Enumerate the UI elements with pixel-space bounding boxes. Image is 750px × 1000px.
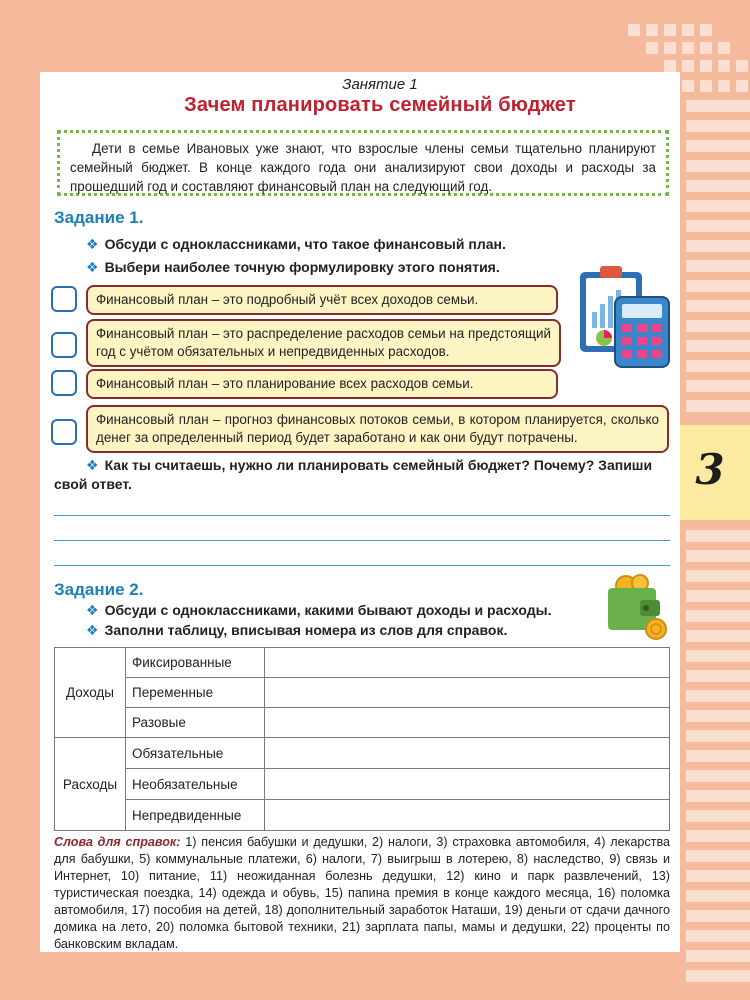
- option-checkbox[interactable]: [51, 332, 77, 358]
- diamond-bullet-icon: ❖: [86, 259, 99, 275]
- income-expense-table: [54, 647, 670, 831]
- diamond-bullet-icon: ❖: [86, 602, 99, 618]
- row-label-cell: Необязательные: [126, 769, 265, 800]
- option-1: Финансовый план – это подробный учёт всех доходов семьи.: [86, 285, 558, 315]
- task1-bullet: ❖ Обсуди с одноклассниками, что такое финансовый план.: [86, 236, 506, 252]
- page-tab-number: 3: [695, 445, 725, 494]
- intro-text: Дети в семье Ивановых уже знают, что взрослые члены семьи тщательно планируют семейный бюджет. В конце каждого года они анализируют свои доходы и расходы за прошедший год и составляют финансовый план на следующий год.: [70, 141, 656, 194]
- task1-bullet: ❖ Выбери наиболее точную формулировку этого понятия.: [86, 259, 500, 275]
- option-checkbox[interactable]: [51, 419, 77, 445]
- option-4: Финансовый план – прогноз финансовых потоков семьи, в котором планируется, сколько денег за определенный период будет заработано и как они будут потрачены.: [86, 405, 669, 453]
- option-checkbox[interactable]: [51, 286, 77, 312]
- answer-cell[interactable]: [265, 738, 670, 769]
- lesson-title: Зачем планировать семейный бюджет: [184, 94, 576, 116]
- group-cell: Расходы: [55, 738, 126, 831]
- answer-cell[interactable]: [265, 678, 670, 708]
- option-checkbox[interactable]: [51, 370, 77, 396]
- group-cell: Доходы: [55, 648, 126, 738]
- task2-bullet: ❖ Обсуди с одноклассниками, какими бывают доходы и расходы.: [86, 602, 552, 618]
- task1-question: ❖ Как ты считаешь, нужно ли планировать семейный бюджет? Почему? Запиши свой ответ.: [54, 457, 653, 492]
- answer-cell[interactable]: [265, 769, 670, 800]
- answer-line[interactable]: [54, 565, 670, 566]
- row-label-cell: Непредвиденные: [126, 800, 265, 831]
- answer-cell[interactable]: [265, 648, 670, 678]
- reference-text: 1) пенсия бабушки и дедушки, 2) налоги, 3) страховка автомобиля, 4) лекарства для бабушки, 5) коммунальные платежи, 6) налоги, 7) выигрыш в лотерею, 8) наследство, 9) связь и Интернет, 10) питание, 11) неожиданная болезнь дедушки, 12) кино и парк развлечений, 13) туристическая поездка, 14) одежда и обувь, 15) папина премия в конце каждого месяца, 16) поломка автомобиля, 17) пособия на детей, 18) дополнительный заработок Наташи, 19) деньги от сдачи дачного домика на лето, 20) поломка бытовой техники, 21) зарплата папы, мамы и дедушки, 22) проценты по банковским вкладам.: [54, 835, 671, 951]
- answer-line[interactable]: [54, 540, 670, 541]
- task1-heading: Задание 1.: [54, 208, 144, 227]
- row-label-cell: Переменные: [126, 678, 265, 708]
- lesson-label: Занятие 1: [342, 76, 418, 93]
- wallet-coins-icon: [606, 574, 672, 640]
- diamond-bullet-icon: ❖: [86, 236, 99, 252]
- reference-words: [54, 834, 670, 953]
- answer-line[interactable]: [54, 515, 670, 516]
- answer-cell[interactable]: [265, 800, 670, 831]
- row-label-cell: Разовые: [126, 708, 265, 738]
- task2-bullet: ❖ Заполни таблицу, вписывая номера из слов для справок.: [86, 622, 508, 638]
- option-2: Финансовый план – это распределение расходов семьи на предстоящий год с учётом обязательных и непредвиденных расходов.: [86, 319, 561, 367]
- row-label-cell: Обязательные: [126, 738, 265, 769]
- intro-box: [57, 130, 669, 196]
- answer-cell[interactable]: [265, 708, 670, 738]
- calculator-icon: [614, 296, 670, 368]
- task2-heading: Задание 2.: [54, 580, 144, 599]
- diamond-bullet-icon: ❖: [86, 622, 99, 638]
- row-label-cell: Фиксированные: [126, 648, 265, 678]
- option-3: Финансовый план – это планирование всех расходов семьи.: [86, 369, 558, 399]
- reference-label: Слова для справок:: [54, 835, 181, 849]
- diamond-bullet-icon: ❖: [86, 457, 99, 473]
